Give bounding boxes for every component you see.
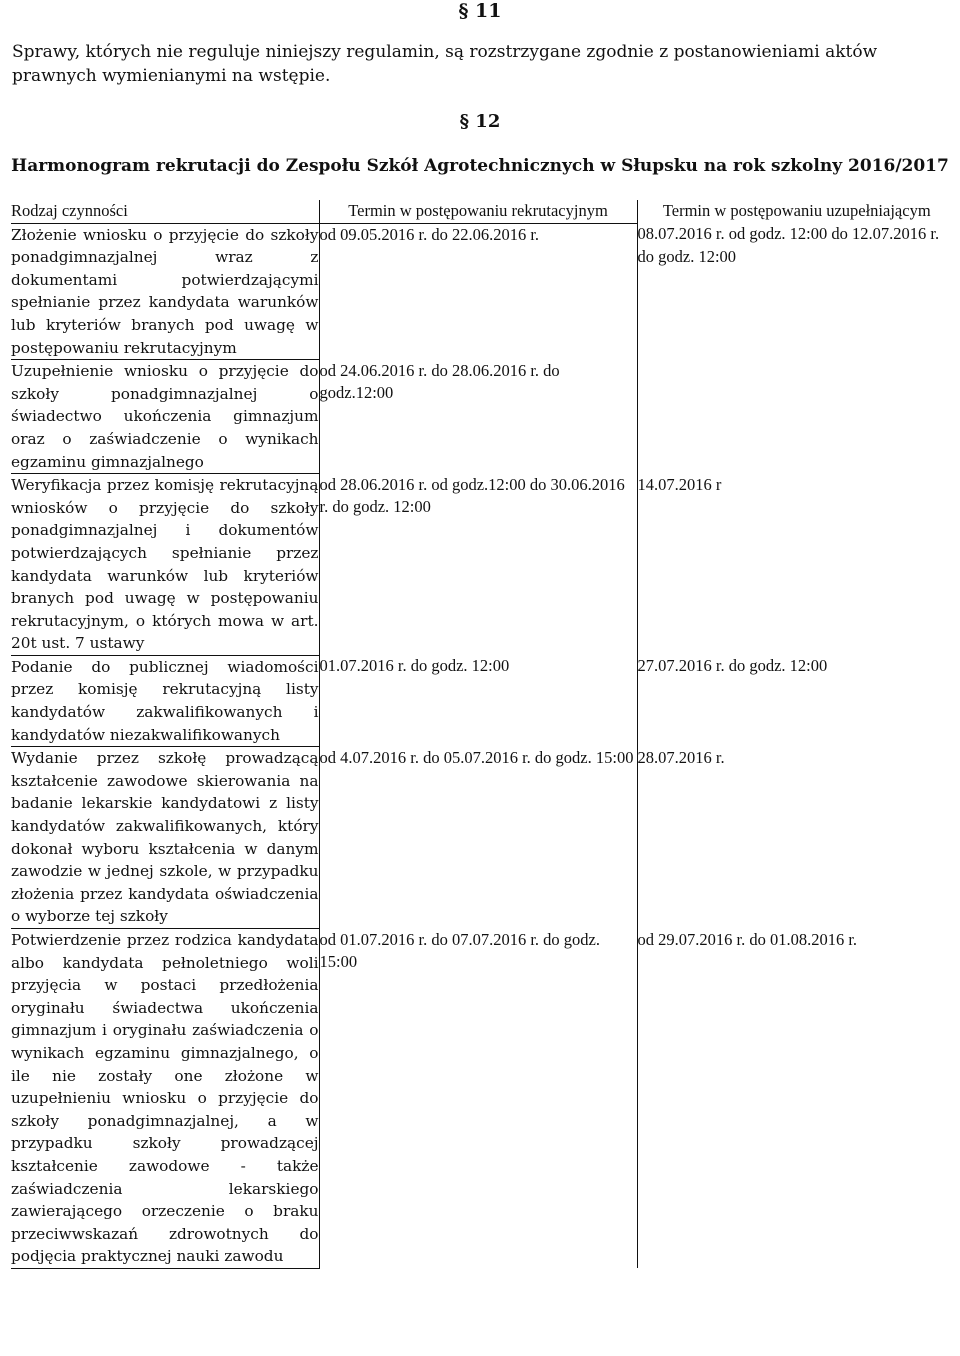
supplementary-term-cell bbox=[637, 360, 956, 474]
table-row bbox=[11, 360, 956, 474]
activity-cell: Wydanie przez szkołę prowadzącą kształcenie zawodowe skierowania na badanie lekarskie kandydatowi z listy kandydatów zakwalifikowanych, który dokonał wyboru kształcenia w danym zawodzie w jednej szkole, w przypadku złożenia przez kandydata oświadczenia o wyborze tej szkoły bbox=[11, 747, 319, 929]
supplementary-term-cell: 28.07.2016 r. bbox=[637, 747, 725, 767]
schedule-heading: Harmonogram rekrutacji do Zespołu Szkół Agrotechnicznych w Słupsku na rok szkolny 2016/2017 bbox=[11, 156, 949, 176]
main-term-cell: od 24.06.2016 r. do 28.06.2016 r. do godz.12:00 bbox=[319, 360, 637, 474]
table-row bbox=[11, 474, 956, 656]
table-row bbox=[11, 929, 956, 1269]
section-11-text: Sprawy, których nie reguluje niniejszy regulamin, są rozstrzygane zgodnie z postanowieniami aktów prawnych wymienianymi na wstępie. bbox=[12, 42, 878, 86]
activity-cell: Podanie do publicznej wiadomości przez komisję rekrutacyjną listy kandydatów zakwalifikowanych i kandydatów niezakwalifikowanych bbox=[11, 655, 319, 746]
header-activity: Rodzaj czynności bbox=[11, 200, 319, 223]
header-supplementary-term: Termin w postępowaniu uzupełniającym bbox=[662, 201, 931, 220]
table-row bbox=[11, 747, 956, 929]
section-11-sign: § 11 bbox=[458, 0, 502, 22]
table-row bbox=[11, 223, 956, 360]
main-term-cell: od 4.07.2016 r. do 05.07.2016 r. do godz. 15:00 bbox=[319, 747, 637, 929]
table-row bbox=[11, 655, 956, 746]
main-term-cell: 01.07.2016 r. do godz. 12:00 bbox=[319, 655, 637, 746]
activity-cell: Złożenie wniosku o przyjęcie do szkoły ponadgimnazjalnej wraz z dokumentami potwierdzającymi spełnianie przez kandydata warunków lub kryteriów branych pod uwagę w postępowaniu rekrutacyjnym bbox=[11, 223, 319, 360]
supplementary-term-cell: 27.07.2016 r. do godz. 12:00 bbox=[637, 656, 828, 676]
supplementary-term-cell: 14.07.2016 r bbox=[637, 474, 722, 494]
supplementary-term-cell: od 29.07.2016 r. do 01.08.2016 r. bbox=[637, 929, 858, 949]
activity-cell: Weryfikacja przez komisję rekrutacyjną wniosków o przyjęcie do szkoły ponadgimnazjalnej i dokumentów potwierdzających spełnianie przez kandydata warunków lub kryteriów branych pod uwagę w postępowaniu rekrutacyjnym, o których mowa w art. 20t ust. 7 ustawy bbox=[11, 474, 319, 656]
activity-cell: Uzupełnienie wniosku o przyjęcie do szkoły ponadgimnazjalnej o świadectwo ukończenia gimnazjum oraz o zaświadczenie o wynikach egzaminu gimnazjalnego bbox=[11, 360, 319, 474]
header-main-term: Termin w postępowaniu rekrutacyjnym bbox=[319, 200, 637, 223]
recruitment-schedule-table bbox=[11, 200, 956, 1269]
activity-cell: Potwierdzenie przez rodzica kandydata albo kandydata pełnoletniego woli przyjęcia w postaci przedłożenia oryginału świadectwa ukończenia gimnazjum i oryginału zaświadczenia o wynikach egzaminu gimnazjalnego, o ile nie zostały one złożone w uzupełnieniu wniosku o przyjęcie do szkoły ponadgimnazjalnej, a w przypadku szkoły prowadzącej kształcenie zawodowe - także zaświadczenia lekarskiego zawierającego orzeczenie o braku przeciwwskazań zdrowotnych do podjęcia praktycznej nauki zawodu bbox=[11, 929, 319, 1269]
section-12-sign: § 12 bbox=[459, 111, 501, 132]
main-term-cell: od 28.06.2016 r. od godz.12:00 do 30.06.2016 r. do godz. 12:00 bbox=[319, 474, 637, 656]
main-term-cell: od 09.05.2016 r. do 22.06.2016 r. bbox=[319, 223, 637, 360]
main-term-cell: od 01.07.2016 r. do 07.07.2016 r. do godz. 15:00 bbox=[319, 929, 637, 1269]
table-header-row bbox=[11, 200, 956, 223]
supplementary-term-cell: 08.07.2016 r. od godz. 12:00 do 12.07.2016 r. do godz. 12:00 bbox=[637, 224, 940, 266]
